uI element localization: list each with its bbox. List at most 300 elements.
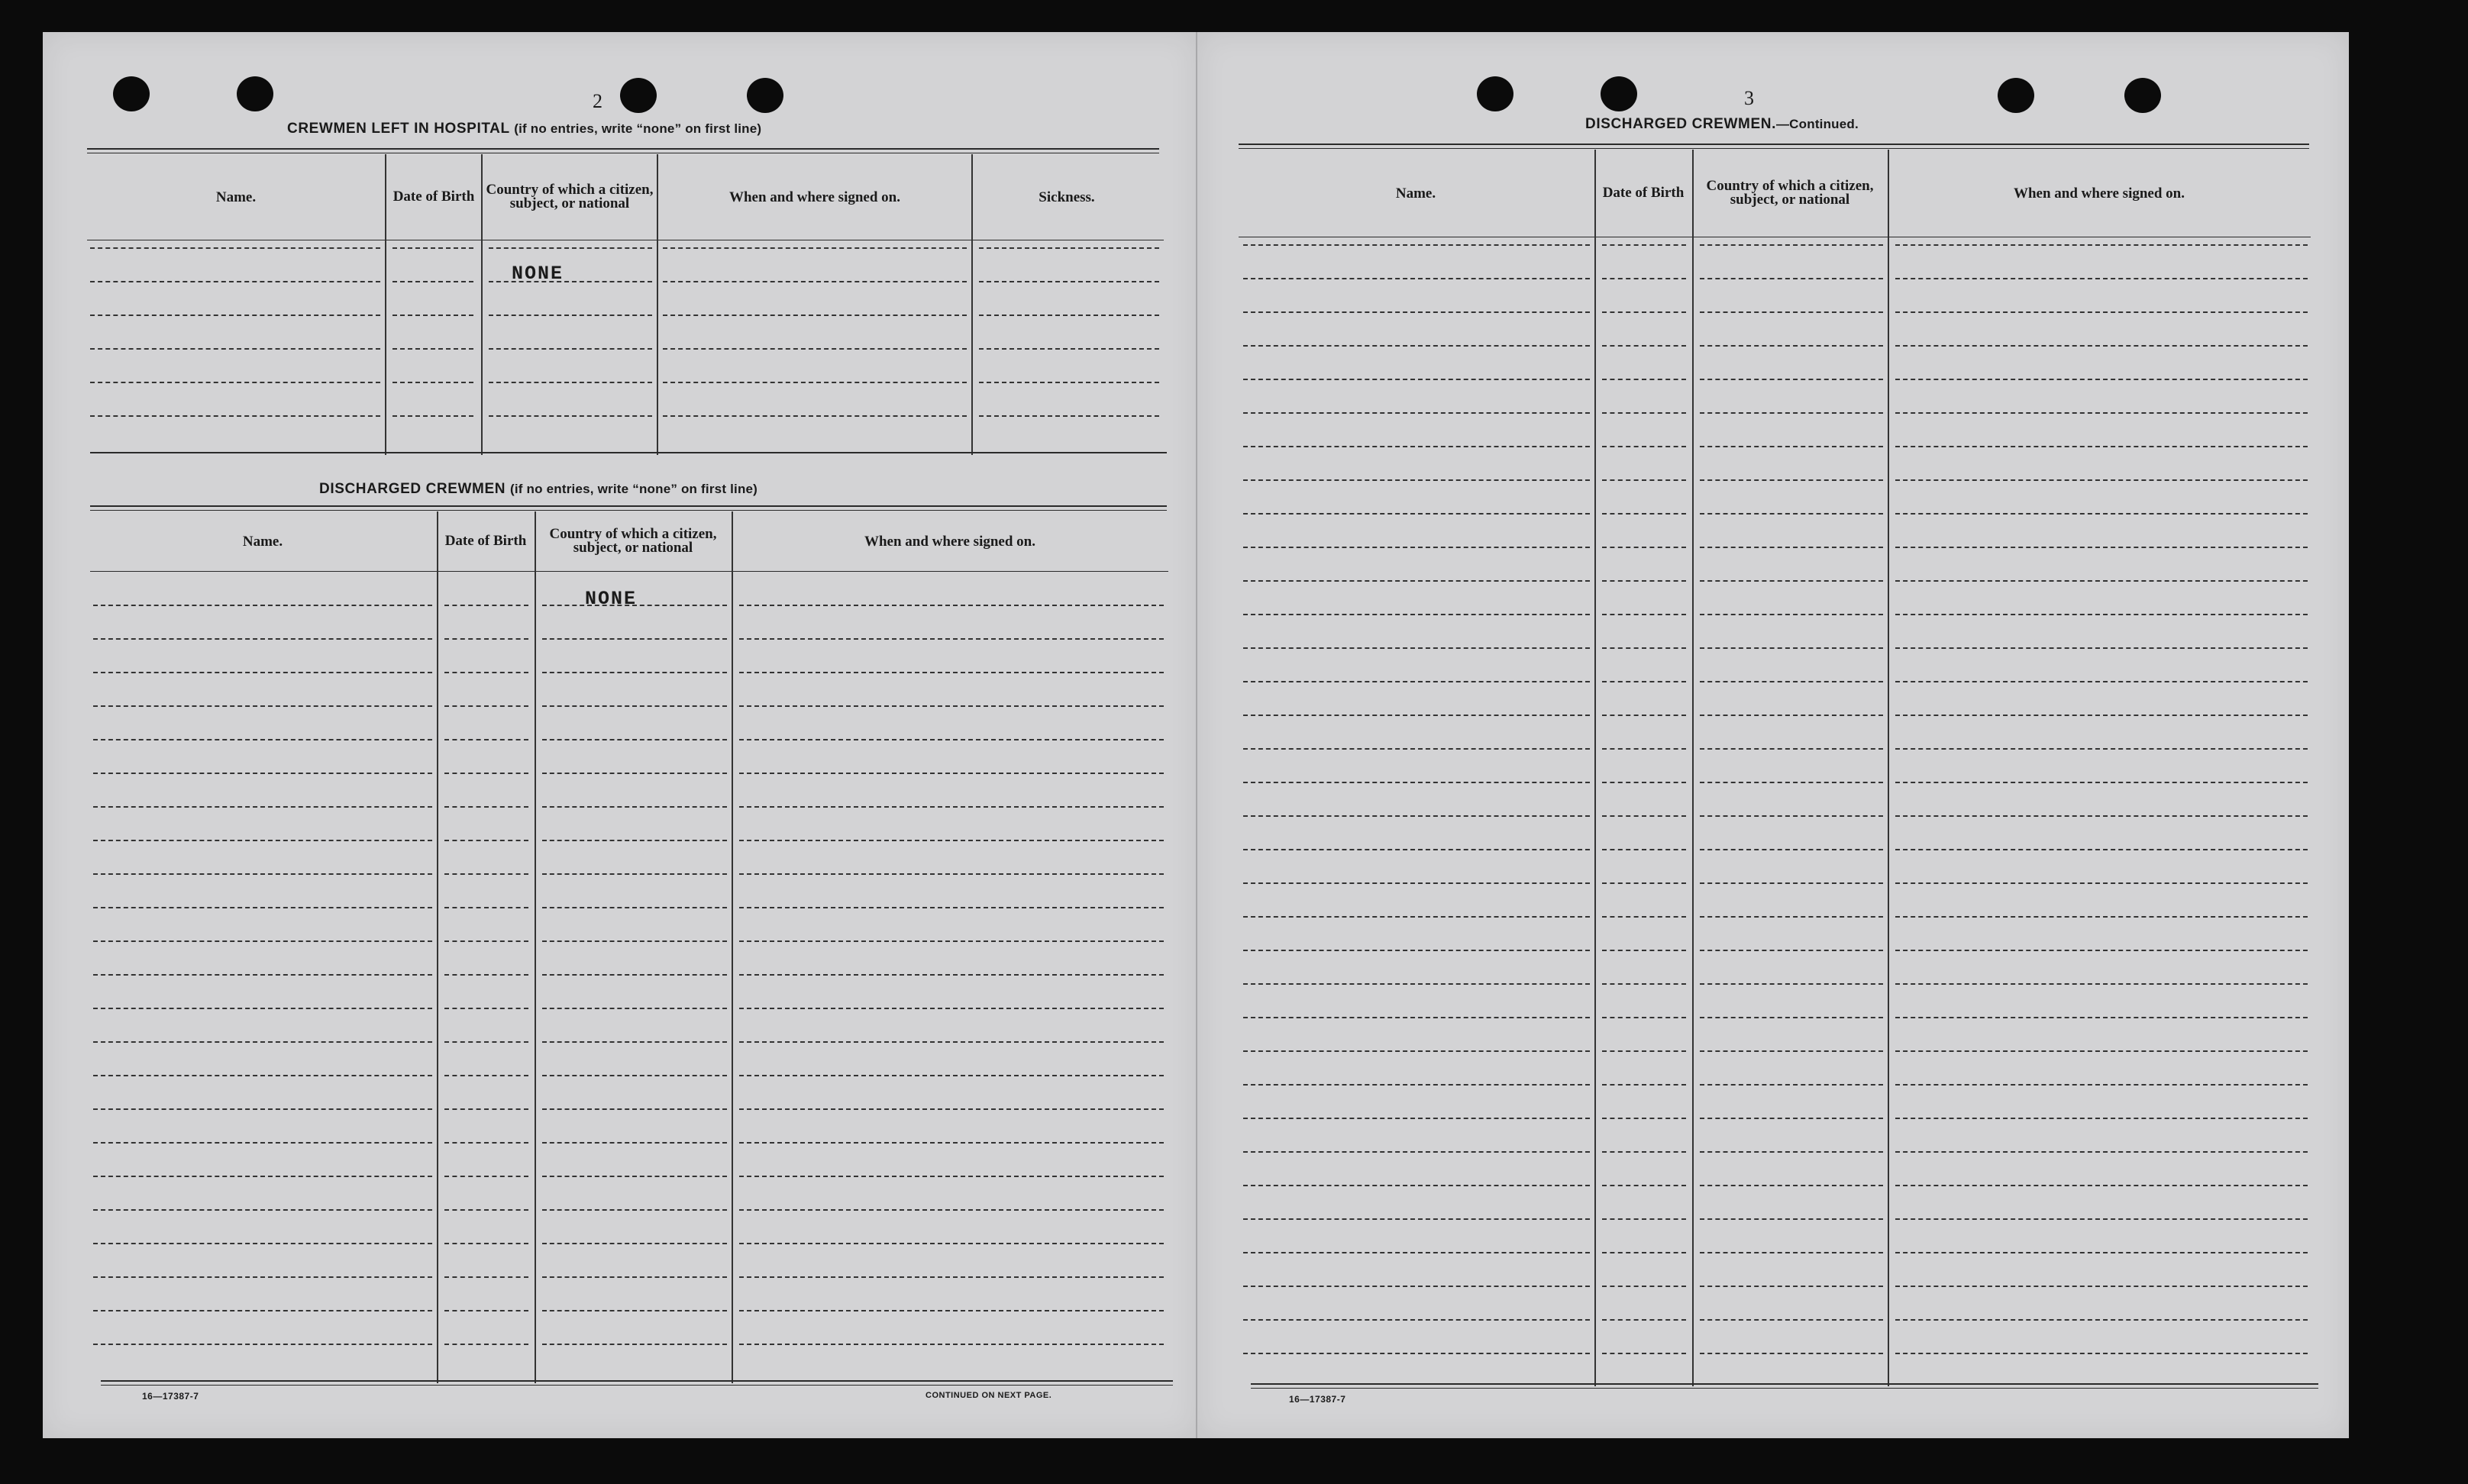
entry-line [93,705,432,707]
form-number: 16—17387-7 [1289,1394,1346,1405]
bottom-rule [1251,1383,2318,1385]
entry-line [1895,1050,2308,1052]
entry-line [1895,1319,2308,1321]
entry-line [1243,580,1590,582]
entry-stamp: NONE [585,588,638,610]
entry-line [1602,815,1686,817]
column-header-name: Name. [215,189,257,205]
column-header-country: Country of which a citizen, subject, or national [486,182,654,211]
entry-line [542,1142,727,1144]
entry-line [663,247,967,249]
entry-line [1700,882,1883,884]
entry-line [1243,345,1590,347]
entry-line [1602,950,1686,951]
entry-line [1895,614,2308,615]
entry-line [93,605,432,606]
punch-hole [620,78,657,113]
entry-line [392,315,473,316]
entry-line [444,974,528,976]
entry-line [739,705,1164,707]
entry-line [1243,412,1590,414]
entry-line [1243,815,1590,817]
entry-line [1700,647,1883,649]
entry-line [1243,1017,1590,1018]
entry-line [1243,1050,1590,1052]
entry-line [979,382,1159,383]
entry-line [739,1142,1164,1144]
entry-line [1602,882,1686,884]
entry-line [1895,278,2308,279]
entry-line [1895,882,2308,884]
bottom-rule [101,1385,1173,1386]
punch-hole [113,76,150,111]
entry-line [1243,513,1590,515]
entry-line [1700,1017,1883,1018]
entry-line [663,281,967,282]
entry-line [1700,547,1883,548]
entry-line [739,1276,1164,1278]
entry-line [1700,782,1883,783]
entry-line [1243,1252,1590,1253]
entry-line [739,1209,1164,1211]
page-number: 3 [1744,87,1754,109]
entry-line [93,1075,432,1076]
discharged-title-note: (if no entries, write “none” on first line) [509,482,758,496]
entry-line [1700,849,1883,850]
entry-line [1895,547,2308,548]
entry-line [392,382,473,383]
entry-line [1895,244,2308,246]
entry-line [1700,513,1883,515]
entry-line [1895,446,2308,447]
entry-line [93,1176,432,1177]
entry-line [1602,1319,1686,1321]
entry-line [90,382,380,383]
entry-line [663,315,967,316]
column-divider [1692,150,1694,1386]
page-number: 2 [593,90,602,112]
entry-line [542,940,727,942]
entry-line [90,415,380,417]
column-header-date-of-birth: Date of Birth [1602,185,1685,201]
entry-line [1243,1286,1590,1287]
entry-line [444,1209,528,1211]
left-page [43,32,1197,1438]
entry-line [1602,345,1686,347]
top-rule [1239,144,2309,145]
entry-line [1243,614,1590,615]
entry-line [1602,681,1686,682]
entry-line [1895,345,2308,347]
entry-line [542,1209,727,1211]
discharged-section-title [319,481,758,498]
entry-line [739,840,1164,841]
entry-line [1895,1252,2308,1253]
entry-line [542,739,727,740]
entry-line [1700,345,1883,347]
entry-line [392,247,473,249]
entry-line [542,773,727,774]
entry-line [1243,681,1590,682]
entry-line [90,247,380,249]
entry-line [663,382,967,383]
entry-line [1243,882,1590,884]
entry-line [739,873,1164,875]
entry-line [1895,950,2308,951]
column-header-sickness: Sickness. [1039,189,1095,205]
entry-line [1700,244,1883,246]
entry-line [1602,1017,1686,1018]
entry-line [542,1344,727,1345]
continued-note: CONTINUED ON NEXT PAGE. [926,1391,1052,1400]
entry-line [444,638,528,640]
entry-line [542,1243,727,1244]
entry-line [1243,479,1590,481]
entry-line [1895,983,2308,985]
entry-line [542,907,727,908]
entry-line [1602,580,1686,582]
column-header-name: Name. [1395,185,1436,202]
column-header-date-of-birth: Date of Birth [444,533,527,549]
column-header-name: Name. [242,533,283,550]
entry-line [1243,244,1590,246]
entry-line [90,281,380,282]
entry-line [93,739,432,740]
entry-line [444,1041,528,1043]
entry-line [1895,647,2308,649]
entry-line [489,382,652,383]
entry-line [90,348,380,350]
entry-line [542,705,727,707]
punch-hole [1477,76,1513,111]
entry-line [739,773,1164,774]
entry-line [1602,479,1686,481]
entry-line [739,1344,1164,1345]
entry-line [1895,1151,2308,1153]
entry-line [1700,1319,1883,1321]
entry-line [739,605,1164,606]
entry-line [489,281,652,282]
entry-line [444,605,528,606]
entry-line [1602,1084,1686,1086]
section-bottom-rule [90,452,1167,453]
entry-line [93,1142,432,1144]
entry-line [1700,1252,1883,1253]
punch-hole [747,78,783,113]
entry-line [1700,1084,1883,1086]
entry-line [1602,311,1686,313]
top-rule [1239,148,2309,149]
entry-line [1700,580,1883,582]
entry-line [444,840,528,841]
column-header-signed-on: When and where signed on. [2013,185,2185,202]
entry-line [1700,278,1883,279]
entry-line [1602,513,1686,515]
column-divider [657,154,658,455]
entry-line [1602,983,1686,985]
entry-line [1700,379,1883,380]
bottom-rule [101,1380,1173,1382]
entry-line [1602,614,1686,615]
entry-line [1700,1151,1883,1153]
entry-line [1602,782,1686,783]
entry-line [444,672,528,673]
entry-line [1602,1151,1686,1153]
entry-line [1602,1353,1686,1354]
top-rule [90,510,1167,511]
entry-line [444,1276,528,1278]
entry-line [542,873,727,875]
continued-suffix: —Continued. [1775,117,1859,131]
entry-line [1895,311,2308,313]
entry-line [1243,748,1590,750]
hospital-title-text: CREWMEN LEFT IN HOSPITAL [287,121,510,137]
entry-line [1243,1151,1590,1153]
header-rule [90,571,1168,572]
entry-line [542,1008,727,1009]
entry-line [93,873,432,875]
entry-line [1700,1118,1883,1119]
entry-line [489,348,652,350]
entry-line [1700,715,1883,716]
entry-line [1243,950,1590,951]
form-number: 16—17387-7 [142,1391,199,1402]
column-divider [481,154,483,455]
entry-line [93,907,432,908]
entry-line [1602,1118,1686,1119]
entry-line [489,415,652,417]
entry-line [739,806,1164,808]
entry-line [444,1008,528,1009]
entry-line [1602,412,1686,414]
entry-line [1602,1185,1686,1186]
entry-line [542,840,727,841]
entry-line [1895,1118,2308,1119]
entry-line [93,840,432,841]
entry-line [739,907,1164,908]
entry-line [1700,815,1883,817]
entry-line [1895,412,2308,414]
punch-hole [237,76,273,111]
entry-line [1700,1286,1883,1287]
entry-line [1700,412,1883,414]
entry-line [1895,782,2308,783]
entry-line [444,1075,528,1076]
entry-line [542,974,727,976]
entry-line [739,940,1164,942]
entry-line [739,1041,1164,1043]
entry-line [1895,748,2308,750]
entry-line [1895,379,2308,380]
column-header-signed-on: When and where signed on. [864,533,1035,550]
entry-line [444,907,528,908]
entry-line [93,1008,432,1009]
right-page [1197,32,2349,1438]
entry-line [739,1008,1164,1009]
hospital-section-title [287,121,761,137]
entry-line [444,739,528,740]
entry-line [93,638,432,640]
entry-line [542,605,727,606]
entry-line [444,1310,528,1311]
entry-line [444,873,528,875]
discharged-continued-title [1585,116,1859,133]
entry-line [542,1041,727,1043]
top-rule [90,505,1167,507]
entry-line [1243,983,1590,985]
discharged-title-text: DISCHARGED CREWMEN [319,481,506,497]
entry-line [1895,916,2308,918]
entry-line [1895,479,2308,481]
column-divider [437,511,438,1383]
hospital-title-note: (if no entries, write “none” on first line) [514,121,762,136]
entry-line [1895,580,2308,582]
entry-line [392,348,473,350]
entry-line [542,1108,727,1110]
punch-hole [1998,78,2034,113]
entry-line [1602,916,1686,918]
entry-line [1700,1050,1883,1052]
entry-line [1700,950,1883,951]
entry-line [1700,1185,1883,1186]
entry-line [1895,1353,2308,1354]
entry-line [1895,849,2308,850]
entry-line [1243,782,1590,783]
entry-line [1602,1286,1686,1287]
entry-line [979,247,1159,249]
entry-line [1243,1084,1590,1086]
entry-line [1895,815,2308,817]
entry-line [542,672,727,673]
entry-line [1602,1218,1686,1220]
entry-line [1243,1218,1590,1220]
column-divider [1594,150,1596,1386]
entry-line [1602,647,1686,649]
entry-line [1700,1218,1883,1220]
entry-line [739,1108,1164,1110]
entry-line [1700,311,1883,313]
entry-line [1243,647,1590,649]
entry-line [1700,614,1883,615]
punch-hole [1601,76,1637,111]
entry-line [1700,681,1883,682]
entry-line [739,1176,1164,1177]
entry-line [979,315,1159,316]
entry-line [739,1243,1164,1244]
entry-line [1243,1319,1590,1321]
entry-line [1700,748,1883,750]
entry-line [739,1075,1164,1076]
entry-line [93,1276,432,1278]
entry-line [1243,379,1590,380]
punch-hole [2124,78,2161,113]
entry-line [1602,547,1686,548]
entry-line [1700,446,1883,447]
entry-line [489,247,652,249]
entry-line [979,281,1159,282]
entry-line [93,672,432,673]
entry-line [1243,1353,1590,1354]
column-divider [971,154,973,455]
entry-line [542,1075,727,1076]
column-header-signed-on: When and where signed on. [728,189,900,205]
entry-line [1700,1353,1883,1354]
entry-line [1895,1084,2308,1086]
entry-line [542,638,727,640]
top-rule [87,148,1159,150]
entry-line [93,1041,432,1043]
entry-line [1895,513,2308,515]
entry-line [93,773,432,774]
entry-line [93,806,432,808]
entry-line [739,672,1164,673]
entry-line [1602,379,1686,380]
column-divider [1888,150,1889,1386]
entry-line [1700,479,1883,481]
entry-line [1602,1252,1686,1253]
entry-line [1243,916,1590,918]
entry-line [1243,311,1590,313]
entry-line [1243,715,1590,716]
discharged-title-text: DISCHARGED CREWMEN. [1585,116,1776,132]
entry-line [1243,1185,1590,1186]
entry-line [979,348,1159,350]
entry-line [1700,916,1883,918]
entry-line [663,348,967,350]
entry-line [1700,983,1883,985]
entry-line [93,1344,432,1345]
entry-line [1243,849,1590,850]
entry-line [1895,1218,2308,1220]
entry-line [90,315,380,316]
entry-line [93,1310,432,1311]
entry-line [93,1209,432,1211]
entry-line [1243,547,1590,548]
column-divider [385,154,386,455]
entry-line [444,940,528,942]
bottom-rule [1251,1388,2318,1389]
column-header-country: Country of which a citizen, subject, or national [1706,178,1874,208]
entry-line [1602,849,1686,850]
entry-line [739,739,1164,740]
entry-line [1243,1118,1590,1119]
column-divider [535,511,536,1383]
column-divider [732,511,733,1383]
entry-line [444,806,528,808]
entry-line [1602,244,1686,246]
entry-line [93,1108,432,1110]
entry-line [392,281,473,282]
column-header-country: Country of which a citizen, subject, or national [549,526,717,556]
entry-line [93,940,432,942]
entry-line [1602,748,1686,750]
entry-line [1895,1286,2308,1287]
entry-line [542,1276,727,1278]
entry-line [542,806,727,808]
entry-line [739,638,1164,640]
entry-line [1602,715,1686,716]
entry-line [1895,1185,2308,1186]
entry-line [444,705,528,707]
entry-stamp: NONE [512,263,564,285]
entry-line [979,415,1159,417]
entry-line [392,415,473,417]
entry-line [93,974,432,976]
entry-line [444,1108,528,1110]
entry-line [444,1176,528,1177]
entry-line [663,415,967,417]
entry-line [1602,1050,1686,1052]
